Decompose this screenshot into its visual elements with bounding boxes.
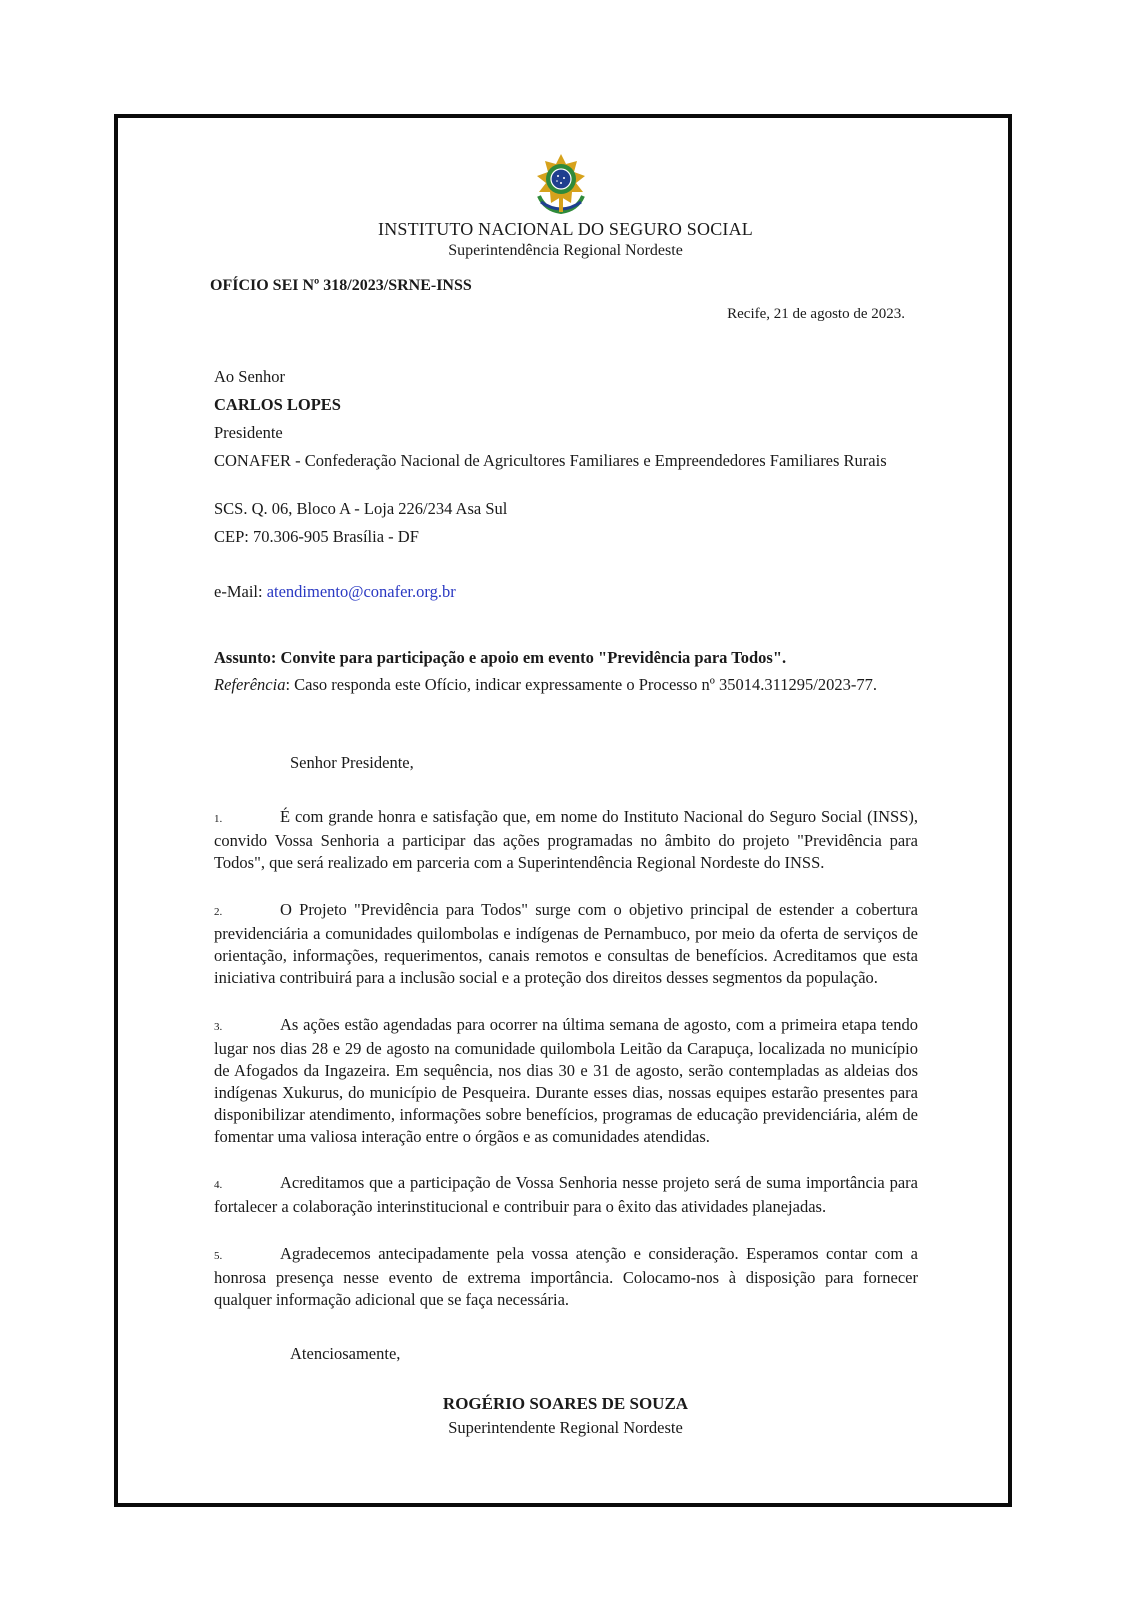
reference-line: [214, 674, 904, 696]
paragraph-number: 4.: [214, 1179, 223, 1191]
email-link[interactable]: atendimento@conafer.org.br: [266, 582, 456, 601]
greeting: Senhor Presidente,: [290, 753, 414, 772]
date-line: Recife, 21 de agosto de 2023.: [727, 306, 905, 322]
recipient-cep: CEP: 70.306-905 Brasília - DF: [214, 527, 419, 546]
paragraph-3: [214, 1014, 918, 1148]
paragraph-4: [214, 1172, 918, 1218]
paragraph-1: [214, 806, 918, 874]
paragraph-text: Agradecemos antecipadamente pela vossa atenção e consideração. Esperamos contar com a honrosa presença nesse evento de extrema importância. Colocamo-nos à disposição para fornecer qualquer informação adicional que se faça necessária.: [214, 1244, 918, 1309]
brazil-coat-of-arms-icon: [531, 152, 591, 218]
signature-title: Superintendente Regional Nordeste: [448, 1418, 683, 1437]
recipient-email-line: [214, 581, 918, 603]
closing: Atenciosamente,: [290, 1344, 401, 1363]
email-label: e-Mail:: [214, 582, 267, 601]
reference-label: Referência: [214, 675, 286, 694]
paragraph-text: O Projeto "Previdência para Todos" surge com o objetivo principal de estender a cobertura previdenciária a comunidades quilombolas e indígenas de Pernambuco, por meio da oferta de serviços de orientação, informações, requerimentos, canais remotos e consultas de benefícios. Acreditamos que esta iniciativa contribuirá para a inclusão social e a proteção dos direitos desses segmentos da população.: [214, 900, 918, 987]
paragraph-text: Acreditamos que a participação de Vossa Senhoria nesse projeto será de suma importância para fortalecer a colaboração interinstitucional e contribuir para o êxito das atividades planejadas.: [214, 1173, 918, 1216]
reference-text: : Caso responda este Ofício, indicar expressamente o Processo nº 35014.311295/2023-77.: [285, 675, 877, 694]
document-id: OFÍCIO SEI Nº 318/2023/SRNE-INSS: [210, 277, 472, 294]
paragraph-5: [214, 1243, 918, 1311]
paragraph-number: 2.: [214, 906, 223, 918]
paragraph-2: [214, 899, 918, 989]
subject-line: Assunto: Convite para participação e apoio em evento "Previdência para Todos".: [214, 648, 787, 667]
recipient-title: Presidente: [214, 423, 283, 442]
org-name: INSTITUTO NACIONAL DO SEGURO SOCIAL: [378, 219, 753, 239]
paragraph-number: 5.: [214, 1250, 223, 1262]
recipient-address: SCS. Q. 06, Bloco A - Loja 226/234 Asa Sul: [214, 499, 508, 518]
paragraph-number: 1.: [214, 813, 223, 825]
paragraph-number: 3.: [214, 1021, 223, 1033]
recipient-organization: CONAFER - Confederação Nacional de Agricultores Familiares e Empreendedores Familiares Rurais: [214, 451, 887, 470]
recipient-name: CARLOS LOPES: [214, 395, 341, 414]
signature-name: ROGÉRIO SOARES DE SOUZA: [442, 1394, 689, 1413]
recipient-salutation: Ao Senhor: [214, 367, 286, 386]
org-unit: Superintendência Regional Nordeste: [448, 242, 683, 259]
paragraph-text: É com grande honra e satisfação que, em nome do Instituto Nacional do Seguro Social (INSS), convido Vossa Senhoria a participar das ações programadas no âmbito do projeto "Previdência para Todos", que será realizado em parceria com a Superintendência Regional Nordeste do INSS.: [214, 807, 918, 872]
paragraph-text: As ações estão agendadas para ocorrer na última semana de agosto, com a primeira etapa tendo lugar nos dias 28 e 29 de agosto na comunidade quilombola Leitão da Carapuça, localizada no município de Afogados da Ingazeira. Em sequência, nos dias 30 e 31 de agosto, serão contempladas as aldeias dos indígenas Xukurus, do município de Pesqueira. Durante esses dias, nossas equipes estarão presentes para disponibilizar atendimento, informações sobre benefícios, programas de educação previdenciária, além de fomentar uma valiosa interação entre o órgãos e as comunidades atendidas.: [214, 1015, 918, 1146]
